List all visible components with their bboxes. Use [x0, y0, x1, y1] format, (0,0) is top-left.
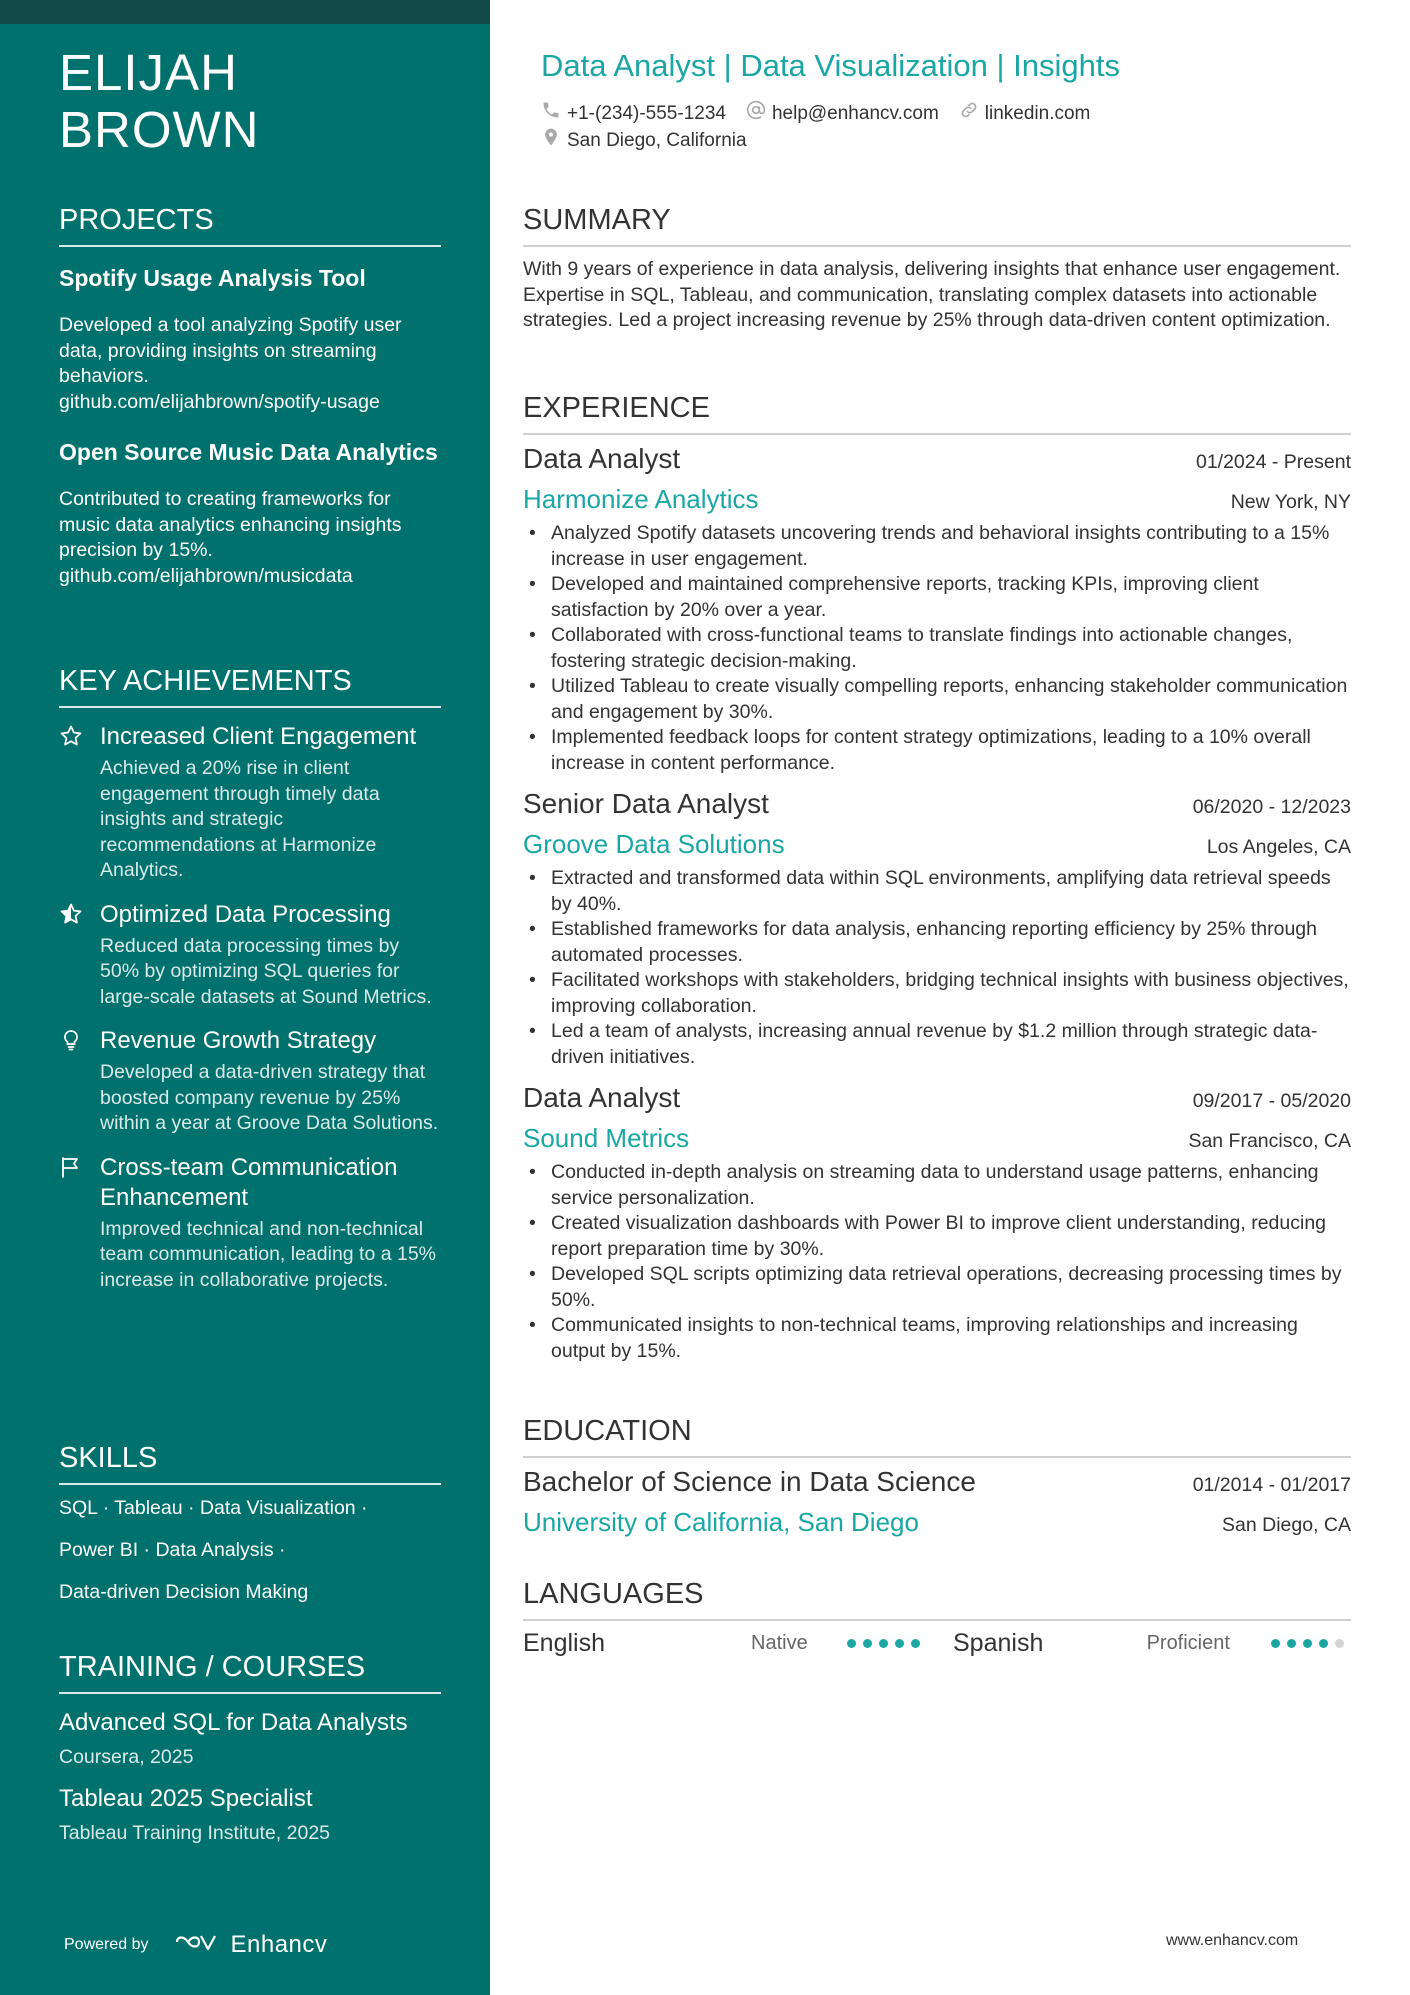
- summary-text: With 9 years of experience in data analysis, delivering insights that enhance user engagement. Expertise in SQL, Tableau, and communication, translating complex datasets into actionable strategies. Led a project increasing revenue by 25% through data-driven content optimization.: [523, 258, 1341, 331]
- achievement-title: Optimized Data Processing: [100, 900, 391, 928]
- job-bullets: [523, 866, 1351, 1070]
- experience-section: [523, 392, 1351, 1364]
- course-title: Advanced SQL for Data Analysts: [59, 1709, 408, 1736]
- achievement-desc: Developed a data-driven strategy that boosted company revenue by 25% within a year at Groove Data Solutions.: [100, 1061, 439, 1134]
- job-entry: [523, 786, 1351, 1070]
- job-location: San Francisco, CA: [1188, 1130, 1351, 1152]
- company-name: Sound Metrics: [523, 1123, 690, 1153]
- job-date: 09/2017 - 05/2020: [1192, 1090, 1351, 1112]
- job-date: 06/2020 - 12/2023: [1192, 796, 1351, 818]
- project-item: [59, 263, 441, 415]
- at-icon: [746, 100, 772, 128]
- education-section: [523, 1415, 1351, 1540]
- achievement-title: Revenue Growth Strategy: [100, 1027, 377, 1054]
- job-bullets: [523, 1160, 1351, 1364]
- sidebar-top-bar: [0, 0, 490, 24]
- sidebar: [0, 0, 490, 1995]
- experience-heading: EXPERIENCE: [523, 392, 1351, 435]
- school-name: University of California, San Diego: [523, 1507, 919, 1537]
- language-rating: [1271, 1639, 1351, 1648]
- rating-dot-filled: [1271, 1639, 1280, 1648]
- language-name: English: [523, 1629, 605, 1657]
- flag-icon: [59, 1155, 83, 1179]
- location-pin-icon: [541, 127, 567, 155]
- star-half-icon: [59, 902, 83, 926]
- rating-dot-empty: [1335, 1639, 1344, 1648]
- company-name: Groove Data Solutions: [523, 829, 785, 859]
- rating-dot-filled: [911, 1639, 920, 1648]
- contact-phone: [541, 100, 726, 128]
- training-heading: TRAINING / COURSES: [59, 1651, 441, 1694]
- skills-section: [59, 1442, 441, 1613]
- linkedin-text[interactable]: linkedin.com: [984, 103, 1091, 124]
- skills-line: Power BI · Data Analysis ·: [59, 1539, 286, 1561]
- project-desc: Contributed to creating frameworks for music data analytics enhancing insights precision by 15%.: [59, 488, 402, 561]
- language-name: Spanish: [953, 1629, 1044, 1657]
- achievement-title: Increased Client Engagement: [100, 723, 417, 750]
- project-link[interactable]: github.com/elijahbrown/musicdata: [59, 564, 353, 587]
- link-icon: [959, 100, 985, 128]
- job-bullet: • Led a team of analysts, increasing annual revenue by $1.2 million through strategic data-driven initiatives.: [551, 1019, 1351, 1070]
- contact-linkedin: [959, 100, 1091, 128]
- project-desc: Developed a tool analyzing Spotify user data, providing insights on streaming behaviors.: [59, 314, 402, 387]
- contact-row: [541, 100, 1110, 128]
- job-bullet: • Communicated insights to non-technical teams, improving relationships and increasing output by 15%.: [551, 1313, 1351, 1364]
- languages-row: [523, 1629, 1351, 1658]
- course-provider: Tableau Training Institute, 2025: [59, 1822, 331, 1844]
- powered-by-brand: Enhancv: [230, 1930, 328, 1958]
- job-entry: [523, 1080, 1351, 1364]
- achievement-item: [59, 900, 441, 1011]
- achievements-heading: KEY ACHIEVEMENTS: [59, 665, 441, 708]
- job-bullet: • Conducted in-depth analysis on streaming data to understand usage patterns, enhancing service personalization.: [551, 1160, 1351, 1211]
- job-location: New York, NY: [1230, 491, 1351, 513]
- job-bullet: • Established frameworks for data analysis, enhancing reporting efficiency by 25% through automated processes.: [551, 917, 1351, 968]
- email-text[interactable]: help@enhancv.com: [771, 103, 939, 124]
- achievement-item: [59, 722, 441, 884]
- language-item: [523, 1629, 953, 1658]
- company-name: Harmonize Analytics: [523, 484, 759, 514]
- job-title: Senior Data Analyst: [523, 788, 769, 819]
- projects-section: [59, 204, 441, 589]
- project-link[interactable]: github.com/elijahbrown/spotify-usage: [59, 390, 380, 413]
- education-date: 01/2014 - 01/2017: [1192, 1474, 1351, 1496]
- achievement-item: [59, 1153, 441, 1294]
- achievement-title: Cross-team Communication Enhancement: [100, 1153, 398, 1211]
- rating-dot-filled: [1303, 1639, 1312, 1648]
- job-bullet: • Created visualization dashboards with Power BI to improve client understanding, reducing report preparation time by 30%.: [551, 1211, 1351, 1262]
- rating-dot-filled: [879, 1639, 888, 1648]
- achievement-item: [59, 1026, 441, 1137]
- location-text: San Diego, California: [567, 130, 747, 151]
- job-bullet: • Analyzed Spotify datasets uncovering trends and behavioral insights contributing to a 15% increase in user engagement.: [551, 521, 1351, 572]
- rating-dot-filled: [863, 1639, 872, 1648]
- course-title: Tableau 2025 Specialist: [59, 1785, 313, 1812]
- language-level: Native: [751, 1632, 808, 1654]
- rating-dot-filled: [1287, 1639, 1296, 1648]
- rating-dot-filled: [895, 1639, 904, 1648]
- skills-line: SQL · Tableau · Data Visualization ·: [59, 1497, 368, 1519]
- job-title: Data Analyst: [523, 1082, 681, 1113]
- education-heading: EDUCATION: [523, 1415, 1351, 1458]
- job-bullet: • Utilized Tableau to create visually compelling reports, enhancing stakeholder communication and engagement by 30%.: [551, 674, 1351, 725]
- language-level: Proficient: [1146, 1632, 1230, 1654]
- language-item: [953, 1629, 1351, 1658]
- powered-by: [64, 1930, 327, 1959]
- job-bullet: • Developed SQL scripts optimizing data retrieval operations, decreasing processing times by 50%.: [551, 1262, 1351, 1313]
- rating-dot-filled: [847, 1639, 856, 1648]
- project-title: Open Source Music Data Analytics: [59, 439, 438, 465]
- education-entry: [523, 1464, 1351, 1540]
- lightbulb-icon: [59, 1028, 83, 1052]
- projects-heading: PROJECTS: [59, 204, 441, 247]
- languages-section: [523, 1578, 1351, 1658]
- contact-email: [746, 100, 939, 128]
- headline: Data Analyst | Data Visualization | Insights: [541, 48, 1121, 83]
- language-rating: [847, 1639, 927, 1648]
- summary-section: [523, 204, 1351, 334]
- name-last: BROWN: [59, 101, 260, 158]
- job-bullet: • Extracted and transformed data within SQL environments, amplifying data retrieval speeds by 40%.: [551, 866, 1351, 917]
- enhancv-logo-icon: [175, 1930, 221, 1959]
- summary-heading: SUMMARY: [523, 204, 1351, 247]
- achievement-desc: Improved technical and non-technical team communication, leading to a 15% increase in collaborative projects.: [100, 1217, 437, 1291]
- powered-by-label: Powered by: [64, 1935, 149, 1953]
- achievement-desc: Reduced data processing times by 50% by optimizing SQL queries for large-scale datasets at Sound Metrics.: [100, 934, 432, 1008]
- job-bullet: • Developed and maintained comprehensive reports, tracking KPIs, improving client satisfaction by 20% over a year.: [551, 572, 1351, 623]
- training-section: [59, 1651, 441, 1846]
- phone-text[interactable]: +1-(234)-555-1234: [567, 103, 726, 124]
- job-location: Los Angeles, CA: [1206, 836, 1351, 858]
- job-entry: [523, 441, 1351, 776]
- phone-icon: [541, 100, 567, 128]
- achievement-desc: Achieved a 20% rise in client engagement through timely data insights and strategic recommendations at Harmonize Analytics.: [100, 757, 380, 881]
- skills-heading: SKILLS: [59, 1442, 441, 1485]
- contact-location: [541, 127, 747, 155]
- job-bullet: • Implemented feedback loops for content strategy optimizations, leading to a 10% overall increase in content performance.: [551, 725, 1351, 776]
- job-bullet: • Facilitated workshops with stakeholders, bridging technical insights with business objectives, improving collaboration.: [551, 968, 1351, 1019]
- project-item: [59, 437, 441, 589]
- languages-heading: LANGUAGES: [523, 1578, 1351, 1621]
- course-provider: Coursera, 2025: [59, 1746, 194, 1768]
- candidate-name: [59, 44, 259, 158]
- job-bullets: [523, 521, 1351, 776]
- contact-row: [541, 127, 767, 155]
- star-outline-icon: [59, 724, 83, 748]
- course-item: [59, 1708, 441, 1770]
- job-title: Data Analyst: [523, 443, 681, 474]
- skills-line: Data-driven Decision Making: [59, 1581, 309, 1603]
- rating-dot-filled: [1319, 1639, 1328, 1648]
- school-location: San Diego, CA: [1222, 1514, 1351, 1536]
- course-item: [59, 1784, 441, 1846]
- footer-url[interactable]: www.enhancv.com: [1166, 1932, 1299, 1949]
- project-title: Spotify Usage Analysis Tool: [59, 265, 366, 291]
- job-date: 01/2024 - Present: [1195, 451, 1351, 473]
- achievements-section: [59, 665, 441, 1293]
- name-first: ELIJAH: [59, 44, 238, 101]
- degree-title: Bachelor of Science in Data Science: [523, 1466, 976, 1497]
- job-bullet: • Collaborated with cross-functional teams to translate findings into actionable changes, fostering strategic decision-making.: [551, 623, 1351, 674]
